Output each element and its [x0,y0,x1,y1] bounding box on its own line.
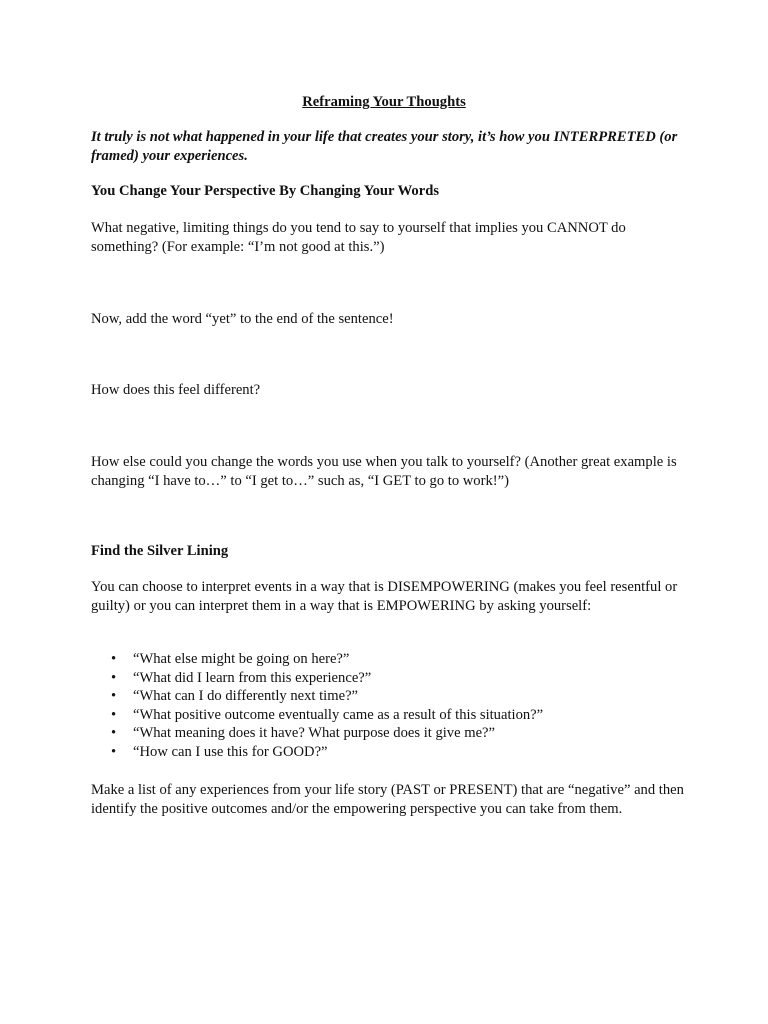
list-item-text: “What positive outcome eventually came as a result of this situation?” [133,706,544,723]
bullet-icon: • [111,725,117,741]
list-item-text: “What else might be going on here?” [133,651,350,667]
question-feel-different: How does this feel different? [91,382,261,398]
list-item [111,706,671,725]
bullet-icon: • [111,706,117,723]
section-heading-silver-lining: Find the Silver Lining [91,543,229,559]
reflection-question-list [111,650,671,761]
list-item-text: “What can I do differently next time?” [133,688,359,704]
list-item [111,743,671,762]
list-item-text: “What meaning does it have? What purpose does it give me?” [133,725,496,741]
bullet-icon: • [111,669,117,686]
list-item [111,687,671,706]
bullet-icon: • [111,651,117,667]
section-heading-perspective: You Change Your Perspective By Changing Your Words [91,183,439,199]
closing-instruction: Make a list of any experiences from your life story (PAST or PRESENT) that are “negative” and then identify the positive outcomes and/or the empowering perspective you can take from them. [91,782,684,817]
list-item [111,650,671,669]
bullet-icon: • [111,743,117,760]
question-limiting-things: What negative, limiting things do you tend to say to yourself that implies you CANNOT do something? (For example: “I’m not good at this.”) [91,220,626,255]
bullet-icon: • [111,688,117,704]
list-item [111,669,671,688]
list-item-text: “How can I use this for GOOD?” [133,743,328,760]
silver-lining-paragraph: You can choose to interpret events in a way that is DISEMPOWERING (makes you feel resentful or guilty) or you can interpret them in a way that is EMPOWERING by asking yourself: [91,579,678,614]
intro-statement: It truly is not what happened in your life that creates your story, it’s how you INTERPRETED (or framed) your experiences. [91,129,678,164]
question-change-words: How else could you change the words you use when you talk to yourself? (Another great example is changing “I have to…” to “I get to…” such as, “I GET to go to work!”) [91,454,677,489]
list-item-text: “What did I learn from this experience?” [133,669,372,686]
instruction-add-yet: Now, add the word “yet” to the end of the sentence! [91,311,394,327]
list-item [111,724,671,743]
document-title: Reframing Your Thoughts [302,94,466,110]
